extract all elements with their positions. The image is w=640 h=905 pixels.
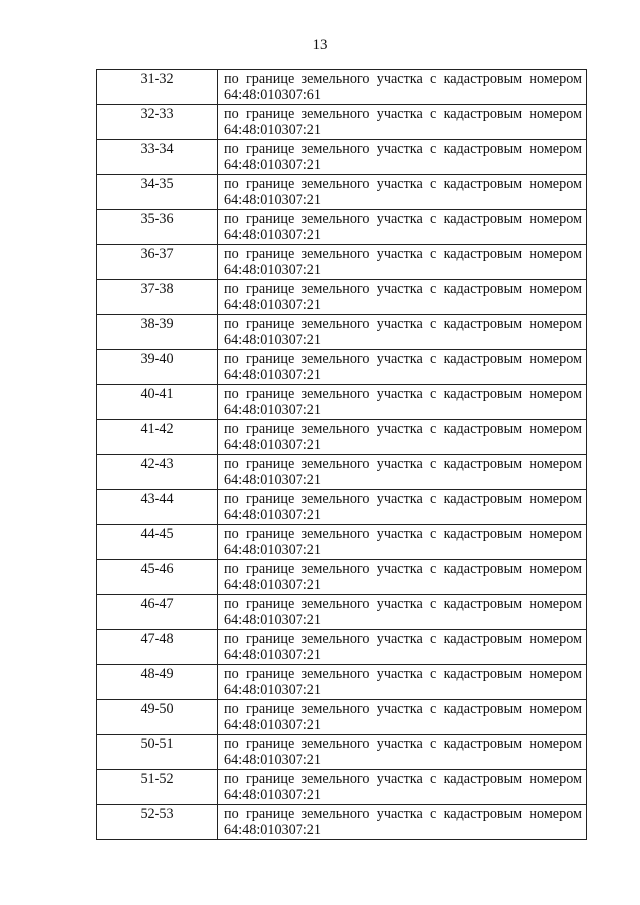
segment-cell: 35-36 (97, 210, 218, 245)
description-cell (218, 805, 587, 840)
cadastral-number: 64:48:010307:21 (224, 752, 321, 768)
segment-cell: 38-39 (97, 315, 218, 350)
cadastral-number: 64:48:010307:21 (224, 402, 321, 418)
description-text: по границе земельного участка с кадастровым номером (224, 211, 582, 227)
cadastral-number: 64:48:010307:61 (224, 87, 321, 103)
cadastral-number: 64:48:010307:21 (224, 332, 321, 348)
description-text: по границе земельного участка с кадастровым номером (224, 176, 582, 192)
segment-cell: 33-34 (97, 140, 218, 175)
boundary-table (96, 69, 587, 840)
cadastral-number: 64:48:010307:21 (224, 822, 321, 838)
table-row (97, 560, 587, 595)
description-cell (218, 385, 587, 420)
description-text: по границе земельного участка с кадастровым номером (224, 561, 582, 577)
table-row (97, 350, 587, 385)
description-cell (218, 560, 587, 595)
segment-cell: 42-43 (97, 455, 218, 490)
description-cell (218, 490, 587, 525)
cadastral-number: 64:48:010307:21 (224, 157, 321, 173)
description-cell (218, 455, 587, 490)
segment-cell: 36-37 (97, 245, 218, 280)
segment-cell: 52-53 (97, 805, 218, 840)
description-text: по границе земельного участка с кадастровым номером (224, 351, 582, 367)
segment-cell: 37-38 (97, 280, 218, 315)
segment-cell: 32-33 (97, 105, 218, 140)
description-cell (218, 175, 587, 210)
table-row (97, 70, 587, 105)
description-cell (218, 105, 587, 140)
table-row (97, 700, 587, 735)
segment-cell: 45-46 (97, 560, 218, 595)
description-text: по границе земельного участка с кадастровым номером (224, 386, 582, 402)
table-row (97, 805, 587, 840)
table-row (97, 210, 587, 245)
table-row (97, 420, 587, 455)
description-text: по границе земельного участка с кадастровым номером (224, 771, 582, 787)
cadastral-number: 64:48:010307:21 (224, 367, 321, 383)
segment-cell: 50-51 (97, 735, 218, 770)
segment-cell: 34-35 (97, 175, 218, 210)
cadastral-number: 64:48:010307:21 (224, 717, 321, 733)
description-text: по границе земельного участка с кадастровым номером (224, 316, 582, 332)
cadastral-number: 64:48:010307:21 (224, 577, 321, 593)
cadastral-number: 64:48:010307:21 (224, 612, 321, 628)
cadastral-number: 64:48:010307:21 (224, 682, 321, 698)
table-row (97, 630, 587, 665)
description-cell (218, 245, 587, 280)
table-row (97, 735, 587, 770)
cadastral-number: 64:48:010307:21 (224, 122, 321, 138)
description-cell (218, 770, 587, 805)
description-text: по границе земельного участка с кадастровым номером (224, 106, 582, 122)
table-row (97, 245, 587, 280)
description-cell (218, 735, 587, 770)
segment-cell: 44-45 (97, 525, 218, 560)
description-text: по границе земельного участка с кадастровым номером (224, 596, 582, 612)
cadastral-number: 64:48:010307:21 (224, 192, 321, 208)
description-cell (218, 140, 587, 175)
description-text: по границе земельного участка с кадастровым номером (224, 806, 582, 822)
cadastral-number: 64:48:010307:21 (224, 227, 321, 243)
table-row (97, 595, 587, 630)
cadastral-number: 64:48:010307:21 (224, 542, 321, 558)
table-row (97, 490, 587, 525)
segment-cell: 47-48 (97, 630, 218, 665)
table-row (97, 175, 587, 210)
description-text: по границе земельного участка с кадастровым номером (224, 141, 582, 157)
description-cell (218, 350, 587, 385)
description-text: по границе земельного участка с кадастровым номером (224, 701, 582, 717)
description-cell (218, 280, 587, 315)
description-text: по границе земельного участка с кадастровым номером (224, 526, 582, 542)
description-text: по границе земельного участка с кадастровым номером (224, 491, 582, 507)
cadastral-number: 64:48:010307:21 (224, 787, 321, 803)
segment-cell: 46-47 (97, 595, 218, 630)
description-text: по границе земельного участка с кадастровым номером (224, 666, 582, 682)
description-cell (218, 665, 587, 700)
table-row (97, 770, 587, 805)
table-body (97, 70, 587, 840)
description-cell (218, 525, 587, 560)
segment-cell: 41-42 (97, 420, 218, 455)
description-text: по границе земельного участка с кадастровым номером (224, 736, 582, 752)
table-row (97, 525, 587, 560)
segment-cell: 51-52 (97, 770, 218, 805)
table-row (97, 665, 587, 700)
description-cell (218, 70, 587, 105)
description-cell (218, 630, 587, 665)
description-text: по границе земельного участка с кадастровым номером (224, 246, 582, 262)
table-row (97, 455, 587, 490)
cadastral-number: 64:48:010307:21 (224, 472, 321, 488)
cadastral-number: 64:48:010307:21 (224, 297, 321, 313)
segment-cell: 48-49 (97, 665, 218, 700)
table-row (97, 140, 587, 175)
table-row (97, 280, 587, 315)
segment-cell: 49-50 (97, 700, 218, 735)
description-text: по границе земельного участка с кадастровым номером (224, 421, 582, 437)
cadastral-number: 64:48:010307:21 (224, 262, 321, 278)
segment-cell: 43-44 (97, 490, 218, 525)
description-cell (218, 210, 587, 245)
description-text: по границе земельного участка с кадастровым номером (224, 631, 582, 647)
segment-cell: 39-40 (97, 350, 218, 385)
description-text: по границе земельного участка с кадастровым номером (224, 281, 582, 297)
cadastral-number: 64:48:010307:21 (224, 647, 321, 663)
description-cell (218, 315, 587, 350)
segment-cell: 31-32 (97, 70, 218, 105)
segment-cell: 40-41 (97, 385, 218, 420)
page-number: 13 (312, 37, 328, 53)
table-row (97, 315, 587, 350)
description-cell (218, 700, 587, 735)
description-text: по границе земельного участка с кадастровым номером (224, 456, 582, 472)
cadastral-number: 64:48:010307:21 (224, 437, 321, 453)
description-cell (218, 595, 587, 630)
description-text: по границе земельного участка с кадастровым номером (224, 71, 582, 87)
description-cell (218, 420, 587, 455)
table-row (97, 385, 587, 420)
cadastral-number: 64:48:010307:21 (224, 507, 321, 523)
table-row (97, 105, 587, 140)
